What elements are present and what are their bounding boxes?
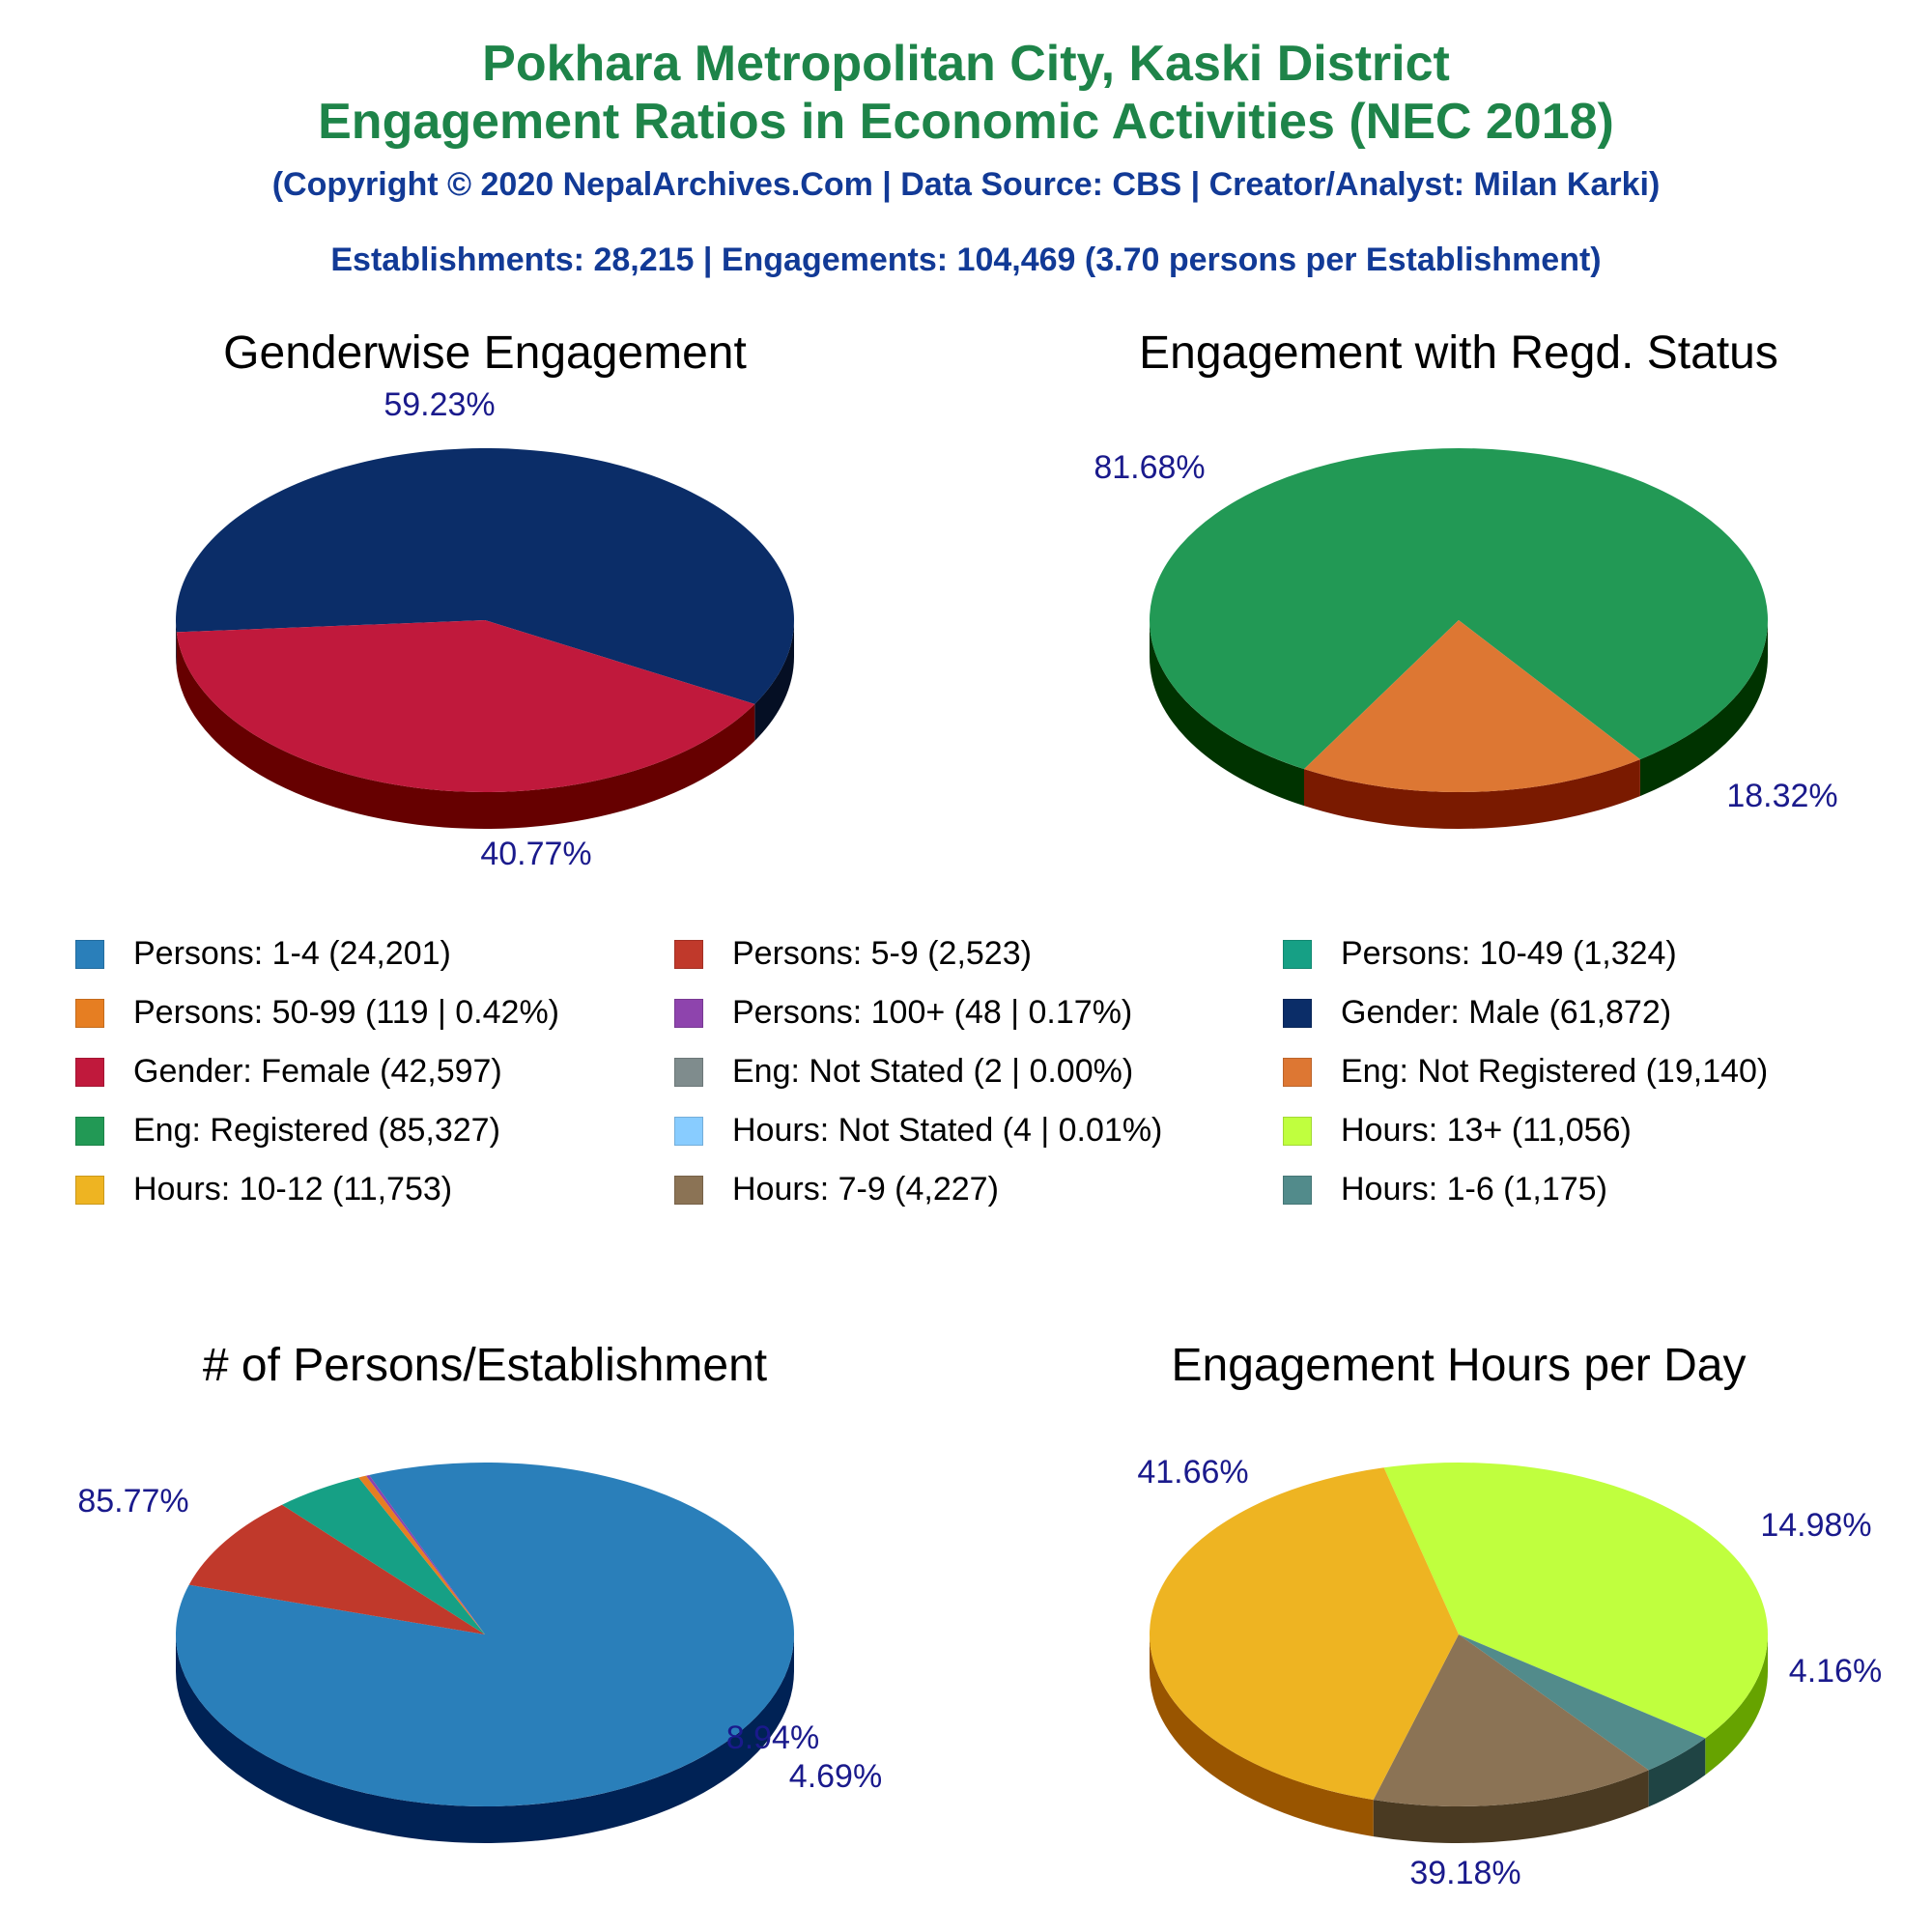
chart-title: Genderwise Engagement xyxy=(223,327,747,379)
chart-title: Engagement Hours per Day xyxy=(1171,1340,1747,1391)
legend-item xyxy=(674,1171,999,1208)
legend-swatch xyxy=(75,1058,104,1087)
legend-swatch xyxy=(1283,1117,1312,1146)
summary-line: Establishments: 28,215 | Engagements: 104,469 (3.70 persons per Establishment) xyxy=(330,242,1602,278)
legend-label: Eng: Not Stated (2 | 0.00%) xyxy=(732,1053,1134,1090)
legend-item xyxy=(674,994,1132,1032)
slice-percent-label: 14.98% xyxy=(1760,1507,1872,1544)
pie-chart xyxy=(77,1340,882,1843)
legend-swatch xyxy=(1283,999,1312,1028)
legend-swatch xyxy=(1283,1058,1312,1087)
legend-swatch xyxy=(674,940,703,969)
legend-item xyxy=(75,935,451,973)
legend-label: Persons: 1-4 (24,201) xyxy=(133,935,451,972)
legend-label: Persons: 50-99 (119 | 0.42%) xyxy=(133,994,560,1031)
legend-label: Hours: 1-6 (1,175) xyxy=(1341,1171,1607,1208)
legend-item xyxy=(1283,1171,1607,1208)
pie-chart xyxy=(176,327,794,872)
legend-swatch xyxy=(75,1176,104,1205)
slice-percent-label: 59.23% xyxy=(384,386,496,423)
legend-item xyxy=(1283,1112,1632,1150)
legend-label: Eng: Registered (85,327) xyxy=(133,1112,500,1149)
main-title-line2: Engagement Ratios in Economic Activities (NEC 2018) xyxy=(318,94,1614,150)
pie-chart xyxy=(1137,1340,1882,1891)
legend-item xyxy=(75,1112,500,1150)
legend-swatch xyxy=(75,1117,104,1146)
legend-label: Gender: Male (61,872) xyxy=(1341,994,1672,1031)
legend-swatch xyxy=(674,1117,703,1146)
legend-swatch xyxy=(75,940,104,969)
slice-percent-label: 40.77% xyxy=(480,836,592,872)
legend-item xyxy=(674,1053,1133,1091)
legend-label: Hours: 10-12 (11,753) xyxy=(133,1171,453,1208)
slice-percent-label: 85.77% xyxy=(77,1483,189,1520)
pie-chart xyxy=(1094,327,1837,829)
legend-item xyxy=(1283,1053,1768,1091)
chart-title: # of Persons/Establishment xyxy=(202,1340,768,1391)
legend-swatch xyxy=(1283,1176,1312,1205)
legend-label: Persons: 10-49 (1,324) xyxy=(1341,935,1677,972)
legend-label: Gender: Female (42,597) xyxy=(133,1053,502,1090)
main-title-line1: Pokhara Metropolitan City, Kaski District xyxy=(482,36,1450,92)
legend-label: Hours: 7-9 (4,227) xyxy=(732,1171,999,1208)
copyright-line: (Copyright © 2020 NepalArchives.Com | Data Source: CBS | Creator/Analyst: Milan Karki) xyxy=(271,166,1661,203)
slice-percent-label: 18.32% xyxy=(1726,778,1838,814)
legend-swatch xyxy=(674,999,703,1028)
legend-label: Persons: 5-9 (2,523) xyxy=(732,935,1032,972)
legend-item xyxy=(674,1112,1162,1150)
legend-label: Hours: 13+ (11,056) xyxy=(1341,1112,1632,1149)
legend-label: Eng: Not Registered (19,140) xyxy=(1341,1053,1769,1090)
slice-percent-label: 4.69% xyxy=(788,1758,883,1795)
legend-swatch xyxy=(75,999,104,1028)
legend-label: Persons: 100+ (48 | 0.17%) xyxy=(732,994,1133,1031)
legend-item xyxy=(1283,994,1671,1032)
slice-percent-label: 4.16% xyxy=(1788,1653,1883,1690)
legend-item xyxy=(1283,935,1677,973)
slice-percent-label: 41.66% xyxy=(1137,1454,1249,1491)
legend-item xyxy=(75,994,559,1032)
slice-percent-label: 39.18% xyxy=(1409,1855,1521,1891)
slice-percent-label: 81.68% xyxy=(1094,449,1206,486)
chart-title: Engagement with Regd. Status xyxy=(1139,327,1778,379)
legend-label: Hours: Not Stated (4 | 0.01%) xyxy=(732,1112,1163,1149)
legend-swatch xyxy=(1283,940,1312,969)
slice-percent-label: 8.94% xyxy=(725,1719,820,1756)
legend-item xyxy=(75,1171,452,1208)
legend-item xyxy=(75,1053,502,1091)
legend-item xyxy=(674,935,1032,973)
legend-swatch xyxy=(674,1058,703,1087)
legend-swatch xyxy=(674,1176,703,1205)
